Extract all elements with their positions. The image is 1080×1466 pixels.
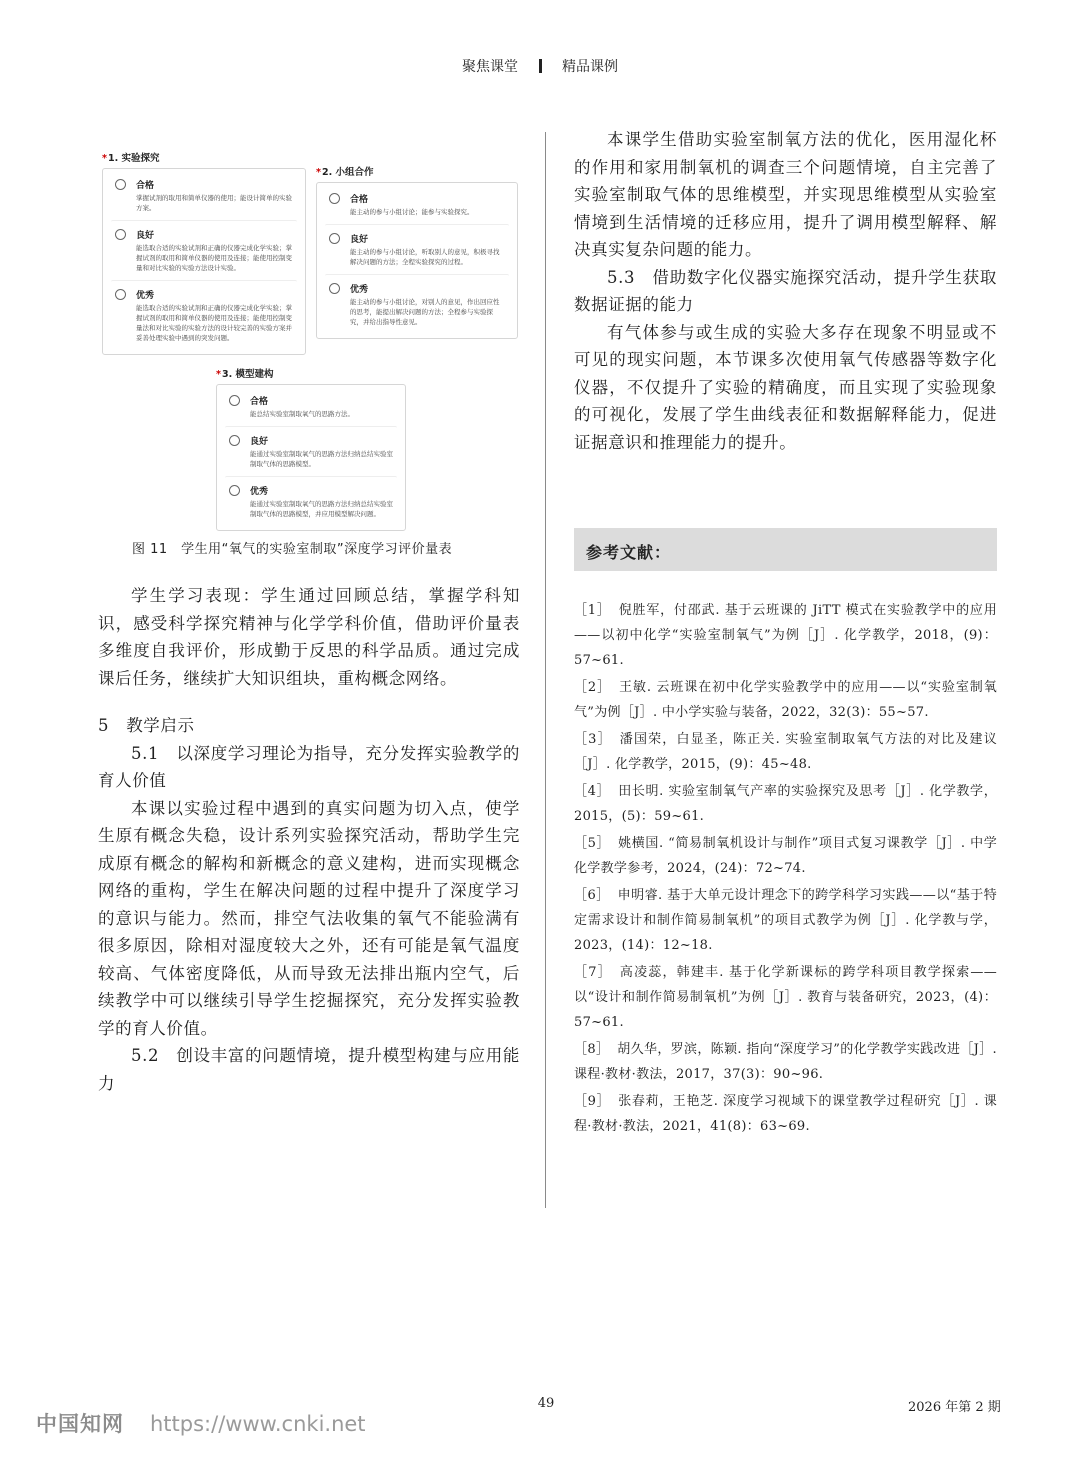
right-column-text xyxy=(574,126,997,456)
references-heading: 参考文献： xyxy=(574,528,997,571)
form-block-modeling xyxy=(216,366,406,531)
option-label: 优秀 xyxy=(350,285,369,295)
option-label: 合格 xyxy=(136,181,155,191)
paragraph: 本课学生借助实验室制氧方法的优化，医用湿化杯的作用和家用制氧机的调查三个问题情境，自主完善了实验室制取气体的思维模型，并实现思维模型从实验室情境到生活情境的迁移应用，提升了调用模型解释、解决真实复杂问题的能力。 xyxy=(574,130,997,259)
form-block-title: *1. 实验探究 xyxy=(102,153,160,164)
option-label: 优秀 xyxy=(136,291,155,301)
issue-label: 2026 年第 2 期 xyxy=(908,1400,1001,1415)
option-label: 合格 xyxy=(350,195,369,205)
option-label: 优秀 xyxy=(250,487,269,497)
radio-icon[interactable] xyxy=(329,283,340,294)
reference-item: ［2］ 王敏. 云班课在初中化学实验教学中的应用——以“实验室制氧气”为例［J］. 中小学实验与装备，2022，32(3)：55~57. xyxy=(574,680,997,720)
option-label: 合格 xyxy=(250,397,269,407)
option-description: 掌握试剂的取用和简单仪器的使用；能设计简单的实验方案。 xyxy=(136,194,292,212)
form-option[interactable] xyxy=(111,220,297,277)
required-star: * xyxy=(216,369,221,380)
section-heading: 5 教学启示 xyxy=(98,716,195,735)
form-option[interactable] xyxy=(325,274,509,331)
reference-item: ［7］ 高凌蕊，韩建丰. 基于化学新课标的跨学科项目教学探索——以“设计和制作简易制氧机”为例［J］. 教育与装备研究，2023，(4)：57~61. xyxy=(574,965,998,1030)
subsection-heading: 5.1 以深度学习理论为指导，充分发挥实验教学的育人价值 xyxy=(98,743,520,790)
option-label: 良好 xyxy=(136,231,155,241)
paragraph: 学生学习表现：学生通过回顾总结，掌握学科知识，感受科学探究精神与化学学科价值，借助评价量表多维度自我评价，形成勤于反思的科学品质。通过完成课后任务，继续扩大知识组块，重构概念网络。 xyxy=(98,586,520,688)
figure-caption: 图 11 学生用“氧气的实验室制取”深度学习评价量表 xyxy=(132,542,453,557)
form-option[interactable] xyxy=(225,391,397,423)
form-block-title: *3. 模型建构 xyxy=(216,369,274,380)
reference-item: ［8］ 胡久华，罗滨，陈颖. 指向“深度学习”的化学教学实践改进［J］. 课程·教材·教法，2017，37(3)：90~96. xyxy=(574,1042,997,1082)
subsection-heading: 5.2 创设丰富的问题情境，提升模型构建与应用能力 xyxy=(98,1046,520,1093)
radio-icon[interactable] xyxy=(115,229,126,240)
header-separator xyxy=(539,59,542,73)
page-number: 49 xyxy=(537,1396,555,1411)
radio-icon[interactable] xyxy=(329,193,340,204)
option-description: 能主动的参与小组讨论，听取别人的意见，积极寻找解决问题的方法；全程实验探究的过程。 xyxy=(350,248,500,266)
cnki-logo: 中国知网 xyxy=(36,1412,124,1436)
column-divider xyxy=(545,132,546,1208)
form-option[interactable] xyxy=(325,189,509,221)
option-description: 能总结实验室制取氧气的思路方法。 xyxy=(250,410,354,418)
reference-item: ［9］ 张春莉，王艳芝. 深度学习视域下的课堂教学过程研究［J］. 课程·教材·教法，2021，41(8)：63~69. xyxy=(574,1094,997,1134)
radio-icon[interactable] xyxy=(229,395,240,406)
option-label: 良好 xyxy=(350,235,369,245)
option-label: 良好 xyxy=(250,437,269,447)
left-column-text xyxy=(98,582,520,1097)
paragraph: 有气体参与或生成的实验大多存在现象不明显或不可见的现实问题，本节课多次使用氧气传感器等数字化仪器，不仅提升了实验的精确度，而且实现了实验现象的可视化，发展了学生曲线表征和数据解释能力，促进证据意识和推理能力的提升。 xyxy=(574,322,997,452)
radio-icon[interactable] xyxy=(115,179,126,190)
radio-icon[interactable] xyxy=(115,289,126,300)
form-option[interactable] xyxy=(225,476,397,523)
running-header xyxy=(0,56,1080,76)
form-card xyxy=(316,182,518,339)
watermark xyxy=(36,1408,366,1438)
option-description: 能通过实验室制取氧气的思路方法归纳总结实验室制取气体的思路模型。 xyxy=(250,450,393,468)
reference-item: ［3］ 潘国荣，白显圣，陈正关. 实验室制取氧气方法的对比及建议［J］. 化学教学，2015，(9)：45~48. xyxy=(574,732,997,772)
reference-list xyxy=(574,598,997,1141)
radio-icon[interactable] xyxy=(329,233,340,244)
required-star: * xyxy=(102,153,107,164)
reference-item: ［1］ 倪胜军，付邵武. 基于云班课的 JiTT 模式在实验教学中的应用——以初中化学“实验室制氧气”为例［J］. 化学教学，2018，(9)：57~61. xyxy=(574,603,997,668)
paragraph: 本课以实验过程中遇到的真实问题为切入点，使学生原有概念失稳，设计系列实验探究活动，帮助学生完成原有概念的解构和新概念的意义建构，进而实现概念网络的重构，学生在解决问题的过程中提升了深度学习的意识与能力。然而，排空气法收集的氧气不能验满有很多原因，除相对湿度较大之外，还有可能是氧气温度较高、气体密度降低，从而导致无法排出瓶内空气，后续教学中可以继续引导学生挖掘探究，充分发挥实验教学的育人价值。 xyxy=(98,798,520,1038)
option-description: 能选取合适的实验试剂和正确的仪器完成化学实验；掌握试剂的取用和简单仪器的使用及连接；能使用控制变量法和对比实验的实验方法的设计较完善的实验方案并妥善处理实验中遇到的突发问题。 xyxy=(136,304,292,342)
header-section: 聚焦课堂 xyxy=(462,59,519,75)
header-column: 精品课例 xyxy=(561,59,618,75)
reference-item: ［4］ 田长明. 实验室制氧气产率的实验探究及思考［J］. 化学教学，2015，(5)：59~61. xyxy=(574,784,997,824)
option-description: 能通过实验室制取氧气的思路方法归纳总结实验室制取气体的思路模型，并应用模型解决问题。 xyxy=(250,500,393,518)
required-star: * xyxy=(316,167,321,178)
radio-icon[interactable] xyxy=(229,435,240,446)
form-block-experiment xyxy=(102,150,306,355)
form-option[interactable] xyxy=(225,426,397,473)
form-option[interactable] xyxy=(325,224,509,271)
watermark-url[interactable]: https://www.cnki.net xyxy=(150,1412,366,1436)
reference-item: ［6］ 申明睿. 基于大单元设计理念下的跨学科学习实践——以“基于特定需求设计和制作简易制氧机”的项目式教学为例［J］. 化学教与学，2023，(14)：12~18. xyxy=(574,888,997,953)
form-block-group-work xyxy=(316,164,518,339)
form-card xyxy=(216,384,406,531)
radio-icon[interactable] xyxy=(229,485,240,496)
form-option[interactable] xyxy=(111,175,297,217)
form-card xyxy=(102,168,306,355)
reference-item: ［5］ 姚横国. “简易制氧机设计与制作”项目式复习课教学［J］. 中学化学教学参考，2024，(24)：72~74. xyxy=(574,836,998,876)
option-description: 能选取合适的实验试剂和正确的仪器完成化学实验；掌握试剂的取用和简单仪器的使用及连接；能使用控制变量和对比实验的实验方法设计实验。 xyxy=(136,244,292,272)
option-description: 能主动的参与小组讨论；能参与实验探究。 xyxy=(350,208,474,216)
form-block-title: *2. 小组合作 xyxy=(316,167,374,178)
option-description: 能主动的参与小组讨论，对别人的意见，作出回应性的思考，能提出解决问题的方法；全程参与实验探究，并给出指导性意见。 xyxy=(350,298,500,326)
subsection-heading: 5.3 借助数字化仪器实施探究活动，提升学生获取数据证据的能力 xyxy=(574,267,997,314)
form-option[interactable] xyxy=(111,280,297,347)
